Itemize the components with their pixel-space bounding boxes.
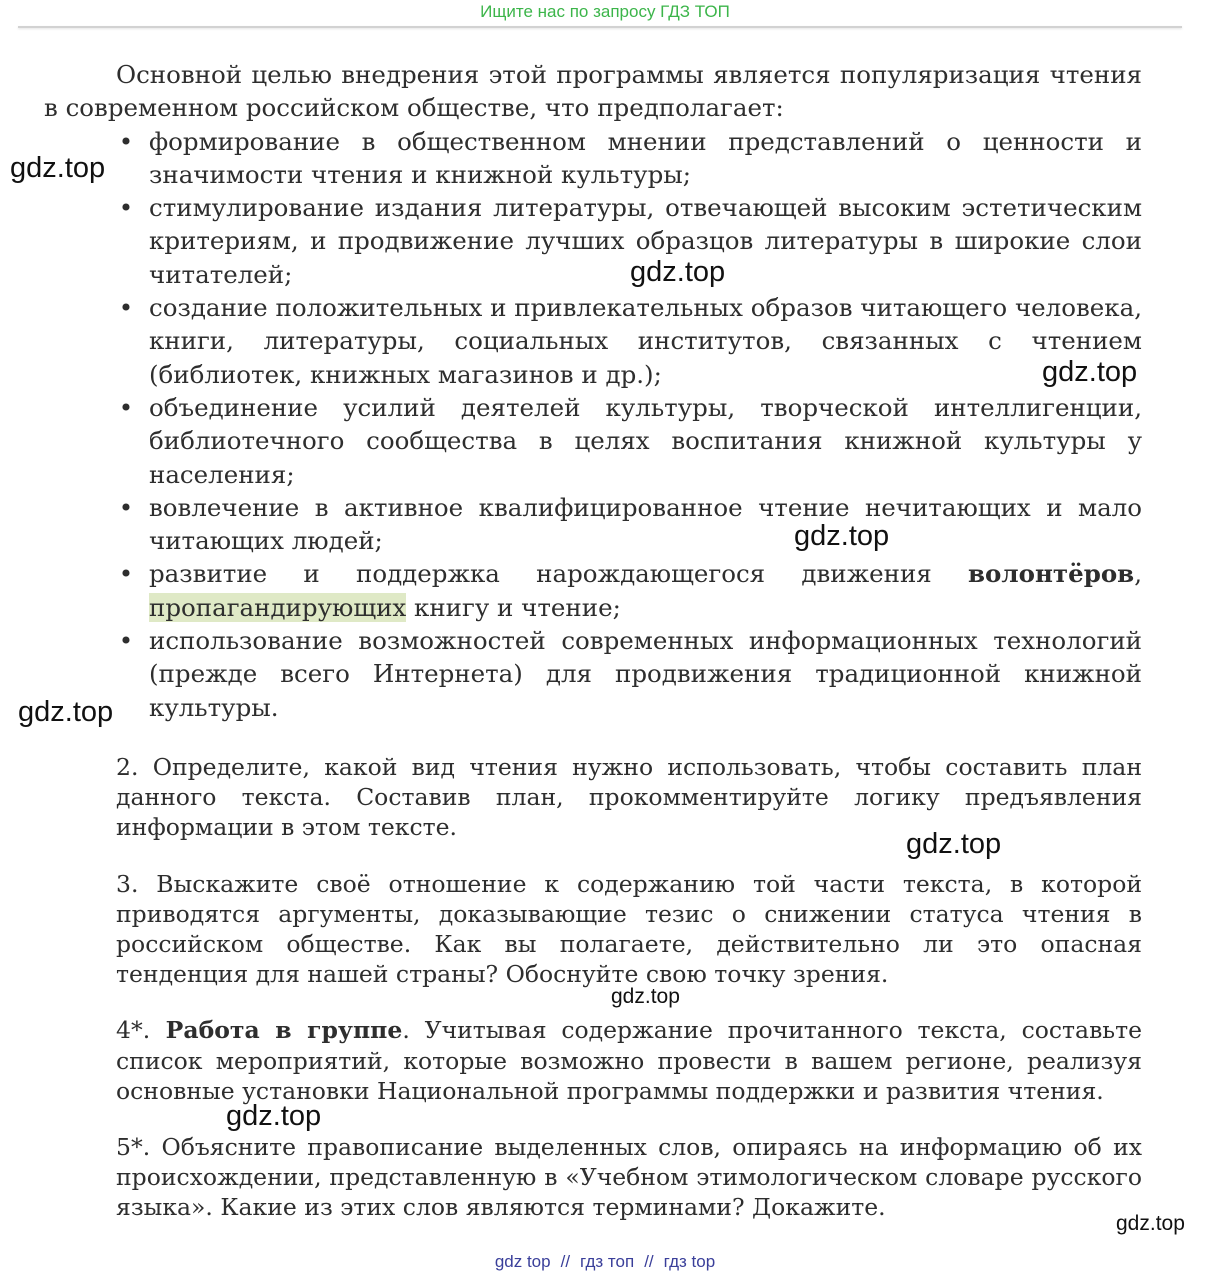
bullet-icon: •: [118, 559, 134, 589]
bullet-list: [44, 125, 1142, 724]
task-5: 5*. Объясните правописание выделенных слов, опираясь на информацию об их происхождении, представленную в «Учебном этимологическом словаре русского языка». Какие из этих слов являются терминами? Докажите.: [116, 1132, 1142, 1222]
task-2: 2. Определите, какой вид чтения нужно использовать, чтобы составить план данного текста. Составив план, прокомментируйте логику предъявления информации в этом тексте.: [116, 752, 1142, 842]
watermark: gdz.top: [611, 985, 680, 1008]
list-item: • развитие и поддержка нарождающегося движения волонтёров, пропагандирующих книгу и чтение;: [44, 557, 1142, 624]
bold-term-volunteers: волонтёров: [968, 559, 1135, 589]
list-item: • объединение усилий деятелей культуры, творческой интеллигенции, библиотечного сообщества в целях воспитания книжной культуры у населения;: [44, 391, 1142, 491]
bullet-icon: •: [118, 626, 134, 656]
top-banner: Ищите нас по запросу ГДЗ ТОП: [480, 2, 730, 21]
list-item: • использование возможностей современных информационных технологий (прежде всего Интернета) для продвижения традиционной книжной культуры.: [44, 624, 1142, 724]
page-text: [44, 58, 1142, 1223]
watermark: gdz.top: [10, 152, 106, 184]
watermark: gdz.top: [794, 520, 890, 552]
bullet-icon: •: [118, 392, 134, 422]
watermark: gdz.top: [1116, 1212, 1185, 1235]
bullet-icon: •: [118, 193, 134, 223]
list-item: • создание положительных и привлекательных образов читающего человека, книги, литературы, социальных институтов, связанных с чтением (библиотек, книжных магазинов и др.);: [44, 291, 1142, 391]
footer-watermark: gdz top // гдз топ // гдз top: [494, 1252, 716, 1271]
task-number: 4*.: [116, 1016, 151, 1045]
watermark: gdz.top: [630, 256, 726, 288]
task-number: 3.: [116, 869, 139, 898]
highlighted-word: пропагандирующих: [149, 592, 407, 622]
watermark: gdz.top: [18, 696, 114, 728]
watermark: gdz.top: [1042, 356, 1138, 388]
watermark: gdz.top: [226, 1100, 322, 1132]
task-number: 5*.: [116, 1132, 151, 1161]
bullet-icon: •: [118, 492, 134, 522]
list-item: • стимулирование издания литературы, отвечающей высоким эстетическим критериям, и продвижение лучших образцов литературы в широкие слои читателей;: [44, 191, 1142, 291]
task-list: [44, 752, 1142, 1223]
list-item: • формирование в общественном мнении представлений о ценности и значимости чтения и книжной культуры;: [44, 125, 1142, 192]
top-divider: [18, 26, 1182, 28]
task-number: 2.: [116, 752, 139, 781]
task-4-bold-title: Работа в группе: [150, 1016, 403, 1045]
intro-paragraph: Основной целью внедрения этой программы является популяризация чтения в современном российском обществе, что предполагает:: [44, 60, 1142, 123]
list-item: • вовлечение в активное квалифицированное чтение нечитающих и мало читающих людей;: [44, 491, 1142, 558]
task-3: 3. Выскажите своё отношение к содержанию той части текста, в которой приводятся аргументы, доказывающие тезис о снижении статуса чтения в российском обществе. Как вы полагаете, действительно ли это опасная тенденция для нашей страны? Обоснуйте свою точку зрения.: [116, 869, 1142, 989]
bullet-icon: •: [118, 293, 134, 323]
bullet-icon: •: [118, 126, 134, 156]
task-4: 4*. Работа в группе. Учитывая содержание прочитанного текста, составьте список мероприятий, которые возможно провести в вашем регионе, реализуя основные установки Национальной программы поддержки и развития чтения.: [116, 1016, 1142, 1105]
watermark: gdz.top: [906, 828, 1002, 860]
